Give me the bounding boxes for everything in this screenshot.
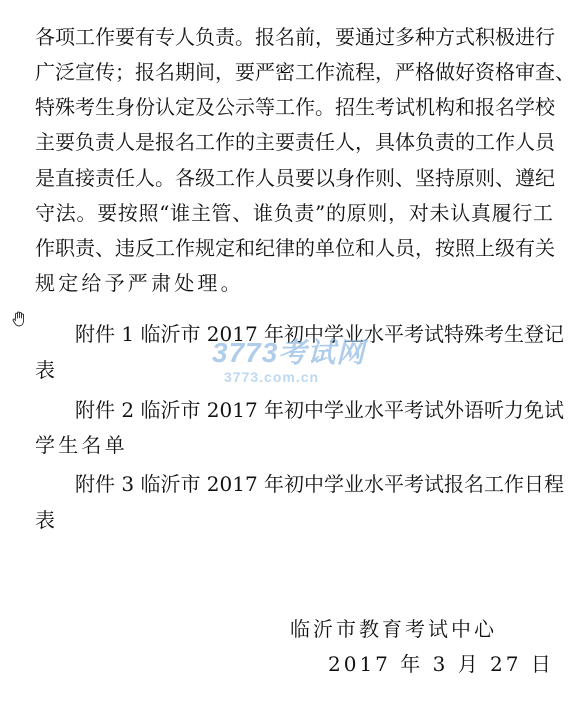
body-line-8: 规定给予严肃处理。 [35, 271, 244, 295]
signature-date: 2017 年 3 月 27 日 [328, 652, 554, 676]
body-line-1: 各项工作要有专人负责。报名前，要通过多种方式积极进行 [35, 25, 555, 49]
hand-pointer-icon [12, 311, 26, 327]
attachment-1-line-2: 表 [35, 358, 59, 382]
attachment-2-line-2: 学生名单 [35, 433, 128, 457]
attachment-1-line-1: 附件 1 临沂市 2017 年初中学业水平考试特殊考生登记 [75, 322, 565, 346]
attachment-3-line-2: 表 [35, 508, 59, 532]
watermark-url-text: 3773.com.cn [224, 369, 320, 385]
body-line-4: 主要负责人是报名工作的主要责任人，具体负责的工作人员 [35, 130, 555, 154]
body-line-7: 作职责、违反工作规定和纪律的单位和人员，按照上级有关 [35, 236, 555, 260]
signature-organization: 临沂市教育考试中心 [290, 617, 497, 641]
body-line-2: 广泛宣传；报名期间，要严密工作流程，严格做好资格审查、 [35, 60, 575, 84]
attachment-3-line-1: 附件 3 临沂市 2017 年初中学业水平考试报名工作日程 [75, 472, 565, 496]
body-line-6: 守法。要按照“谁主管、谁负责”的原则，对未认真履行工 [35, 201, 553, 225]
body-line-5: 是直接责任人。各级工作人员要以身作则、坚持原则、遵纪 [35, 166, 555, 190]
body-line-3: 特殊考生身份认定及公示等工作。招生考试机构和报名学校 [35, 95, 555, 119]
attachment-2-line-1: 附件 2 临沂市 2017 年初中学业水平考试外语听力免试 [75, 398, 565, 422]
watermark-main-text: 3773考试网 [212, 337, 366, 368]
